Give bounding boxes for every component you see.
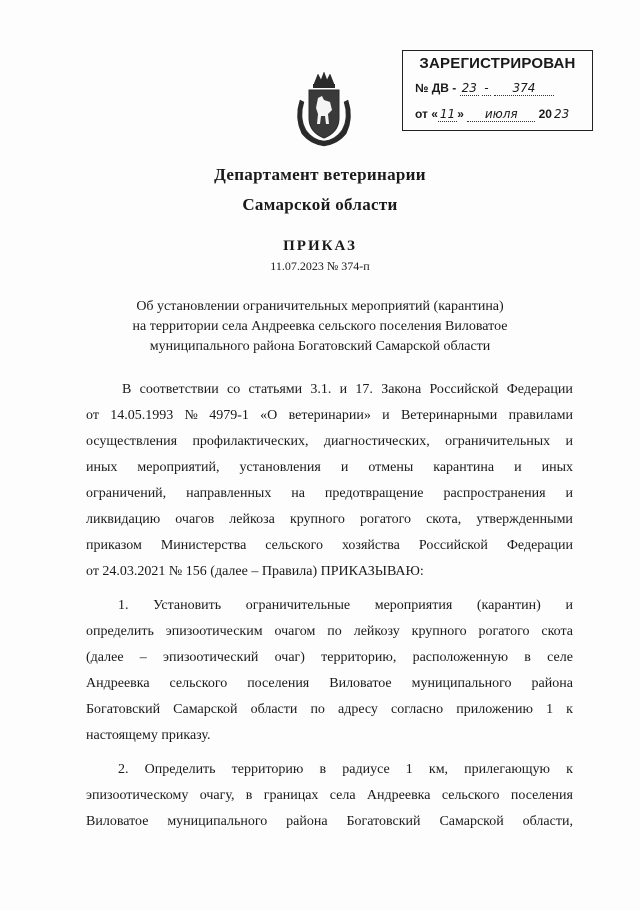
word: Самарской <box>439 814 504 829</box>
word: карантина <box>433 460 495 475</box>
document-body <box>86 377 573 835</box>
word: со <box>226 382 241 397</box>
word: согласно <box>391 702 444 717</box>
word: профилактических, <box>192 434 309 449</box>
word: в <box>319 762 327 777</box>
word: (карантин) <box>476 598 541 613</box>
coat-of-arms-emblem <box>292 70 356 148</box>
word: Установить <box>153 598 222 613</box>
stamp-number-part2: 374 <box>494 81 554 96</box>
stamp-year-prefix: 20 <box>538 107 552 121</box>
word: мероприятий, <box>137 460 220 475</box>
word: статьями <box>248 382 303 397</box>
word: Российской <box>429 382 499 397</box>
word: соответствии <box>139 382 219 397</box>
word: сельского <box>441 788 500 803</box>
subject-line: муниципального района Богатовский Самарской области <box>149 339 491 354</box>
word: скота, <box>426 512 462 527</box>
stamp-year-suffix: 23 <box>553 107 570 121</box>
word: радиусе <box>342 762 390 777</box>
word: (далее <box>86 650 124 665</box>
word: области, <box>522 814 573 829</box>
word: очагов <box>175 512 215 527</box>
word: Андреевка <box>86 676 150 691</box>
word: Федерации <box>506 382 573 397</box>
text-line <box>86 645 573 671</box>
word: утвержденными <box>476 512 573 527</box>
text-line <box>86 593 573 619</box>
word: границах <box>263 788 319 803</box>
stamp-number-label: № ДВ - <box>415 81 457 95</box>
word: очаг) <box>274 650 305 665</box>
word: к <box>566 702 573 717</box>
word: ликвидацию <box>86 512 161 527</box>
word: села <box>329 788 356 803</box>
text-line <box>86 429 573 455</box>
stamp-date-month: июля <box>467 107 535 122</box>
stamp-number-line <box>415 81 554 96</box>
word: очагом <box>274 624 316 639</box>
word: Виловатое <box>86 814 149 829</box>
document-subject <box>100 297 540 357</box>
word: «О <box>260 408 278 423</box>
text-line <box>86 455 573 481</box>
stamp-number-sep: - <box>484 81 489 95</box>
word: и <box>339 382 348 397</box>
word: приложению <box>456 702 533 717</box>
document-type-title: ПРИКАЗ <box>283 238 357 254</box>
text-line <box>86 723 573 749</box>
word: рогатого <box>360 512 411 527</box>
word: диагностических, <box>323 434 430 449</box>
word: рогатого <box>478 624 530 639</box>
word: Российской <box>418 538 488 553</box>
word: поселения <box>247 676 310 691</box>
word: 14.05.1993 <box>110 408 174 423</box>
word: эпизоотическому <box>86 788 189 803</box>
word: Богатовский <box>86 702 161 717</box>
word: хозяйства <box>341 538 400 553</box>
text-line <box>86 507 573 533</box>
word: № <box>184 408 198 423</box>
word: эпизоотическим <box>165 624 263 639</box>
text-line <box>86 783 573 809</box>
word: и <box>565 486 573 501</box>
word: Виловатое <box>329 676 392 691</box>
word: по <box>327 624 342 639</box>
word: – <box>139 650 147 665</box>
word: правилами <box>508 408 573 423</box>
subject-line: на территории села Андреевка сельского поселения Виловатое <box>132 319 508 334</box>
word: 1 <box>405 762 413 777</box>
word: настоящему приказу. <box>86 728 211 743</box>
word: сельского <box>265 538 323 553</box>
word: Министерства <box>160 538 247 553</box>
text-line <box>86 619 573 645</box>
text-line <box>86 757 573 783</box>
word: ветеринарии» <box>288 408 371 423</box>
word: Богатовский <box>346 814 421 829</box>
word: и <box>382 408 390 423</box>
subject-line: Об установлении ограничительных мероприятий (карантина) <box>136 299 504 314</box>
item-2-paragraph <box>86 757 573 835</box>
text-line <box>86 809 573 835</box>
word: 3.1. <box>310 382 332 397</box>
word: направленных <box>186 486 272 501</box>
text-line <box>86 671 573 697</box>
text-line <box>86 533 573 559</box>
word: на <box>291 486 305 501</box>
text-line <box>86 559 573 585</box>
word: области <box>250 702 298 717</box>
word: расположенную <box>412 650 509 665</box>
text-line <box>86 377 573 403</box>
word: скота <box>541 624 573 639</box>
text-line <box>86 403 573 429</box>
word: и <box>514 460 522 475</box>
word: Андреевка <box>366 788 431 803</box>
word: ограничений, <box>86 486 167 501</box>
word: лейкоза <box>229 512 275 527</box>
word: от 24.03.2021 № 156 (далее – Правила) ПРИКАЗЫВАЮ: <box>86 564 424 579</box>
word: 1. <box>118 598 129 613</box>
word: и <box>565 598 573 613</box>
word: поселения <box>510 788 573 803</box>
word: и <box>340 460 349 475</box>
word: селе <box>547 650 573 665</box>
word: иных <box>86 460 118 475</box>
word: Ветеринарными <box>400 408 498 423</box>
stamp-date-line <box>415 107 571 122</box>
word: крупного <box>289 512 345 527</box>
stamp-number-part1: 23 <box>461 81 477 95</box>
word: ограничительных <box>445 434 551 449</box>
word: крупного <box>411 624 467 639</box>
document-date-number: 11.07.2023 № 374-п <box>270 259 370 273</box>
word: мероприятия <box>374 598 453 613</box>
word: 17. <box>355 382 373 397</box>
word: 2. <box>118 762 129 777</box>
word: 4979-1 <box>209 408 249 423</box>
word: адресу <box>338 702 378 717</box>
stamp-date-prefix: от « <box>415 107 438 121</box>
word: Закона <box>381 382 422 397</box>
word: В <box>122 382 132 397</box>
word: эпизоотический <box>162 650 259 665</box>
word: предотвращение <box>324 486 424 501</box>
word: отмены <box>368 460 414 475</box>
word: км, <box>428 762 449 777</box>
word: Определить <box>144 762 216 777</box>
word: Федерации <box>506 538 573 553</box>
word: распространения <box>443 486 546 501</box>
word: в <box>524 650 531 665</box>
preamble-paragraph <box>86 377 573 585</box>
word: иных <box>541 460 573 475</box>
word: определить <box>86 624 154 639</box>
word: к <box>566 762 573 777</box>
word: района <box>531 676 573 691</box>
text-line <box>86 481 573 507</box>
word: сельского <box>169 676 228 691</box>
registration-stamp <box>402 50 593 131</box>
stamp-title: ЗАРЕГИСТРИРОВАН <box>419 55 576 72</box>
word: и <box>565 434 573 449</box>
word: приказом <box>86 538 142 553</box>
word: ограничительные <box>245 598 351 613</box>
word: территорию, <box>321 650 397 665</box>
word: территорию <box>231 762 304 777</box>
word: 1 <box>546 702 554 717</box>
stamp-date-mid: » <box>457 107 464 121</box>
department-name-line2: Самарской области <box>242 195 398 214</box>
word: от <box>86 408 99 423</box>
text-line <box>86 697 573 723</box>
department-name-line1: Департамент ветеринарии <box>214 165 426 184</box>
stamp-date-day: 11 <box>439 107 456 121</box>
word: в <box>245 788 253 803</box>
word: осуществления <box>86 434 178 449</box>
word: муниципального <box>411 676 512 691</box>
item-1-paragraph <box>86 593 573 749</box>
word: прилегающую <box>464 762 551 777</box>
word: установления <box>239 460 321 475</box>
word: района <box>286 814 328 829</box>
word: муниципального <box>167 814 268 829</box>
word: по <box>310 702 325 717</box>
word: лейкозу <box>353 624 400 639</box>
word: Самарской <box>173 702 238 717</box>
word: очагу, <box>199 788 235 803</box>
